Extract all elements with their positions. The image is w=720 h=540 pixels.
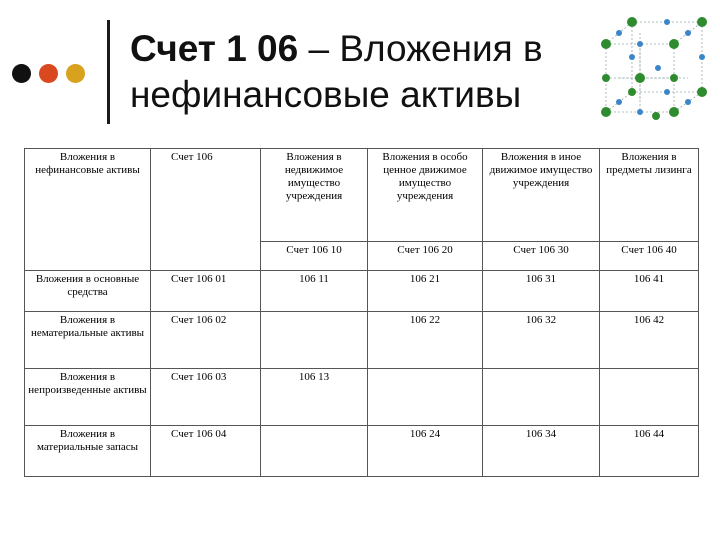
account-label: Счет 106 <box>151 149 261 271</box>
black-dot <box>12 64 31 83</box>
table-cell: 106 21 <box>368 271 483 312</box>
table-cell: 106 34 <box>483 426 600 477</box>
table-row <box>25 369 699 426</box>
crystal-lattice-icon <box>598 16 710 120</box>
table-cell: 106 41 <box>600 271 699 312</box>
table-row <box>25 312 699 369</box>
row-label: Вложения в непроизведенные активы <box>25 369 151 426</box>
header-cell: Вложения в особо ценное движимое имущество учреждения <box>368 149 483 242</box>
table-cell <box>600 369 699 426</box>
header-cell: Вложения в предметы лизинга <box>600 149 699 242</box>
table-cell <box>261 426 368 477</box>
bullet-dots <box>12 64 85 83</box>
title-rest: – Вложения в нефинансовые активы <box>130 28 543 115</box>
subaccount-cell: Счет 106 30 <box>483 242 600 271</box>
table-cell: 106 44 <box>600 426 699 477</box>
table-row <box>25 426 699 477</box>
table-cell: 106 42 <box>600 312 699 369</box>
yellow-dot <box>66 64 85 83</box>
header-cell: Вложения в иное движимое имущество учреждения <box>483 149 600 242</box>
subaccount-cell: Счет 106 20 <box>368 242 483 271</box>
table-cell <box>368 369 483 426</box>
subaccount-cell: Счет 106 40 <box>600 242 699 271</box>
table-cell: 106 22 <box>368 312 483 369</box>
row-account: Счет 106 03 <box>151 369 261 426</box>
row-label: Вложения в нематериальные активы <box>25 312 151 369</box>
title-divider <box>107 20 110 124</box>
table-cell: 106 11 <box>261 271 368 312</box>
table-cell: 106 32 <box>483 312 600 369</box>
header-cell: Вложения в недвижимое имущество учреждения <box>261 149 368 242</box>
table-cell <box>261 312 368 369</box>
title-bold: Счет 1 06 <box>130 28 299 69</box>
corner-label: Вложения в нефинансовые активы <box>25 149 151 271</box>
table-cell: 106 24 <box>368 426 483 477</box>
subaccount-cell: Счет 106 10 <box>261 242 368 271</box>
table-cell: 106 31 <box>483 271 600 312</box>
table-cell <box>483 369 600 426</box>
header-row <box>25 149 699 242</box>
row-account: Счет 106 04 <box>151 426 261 477</box>
row-account: Счет 106 02 <box>151 312 261 369</box>
row-account: Счет 106 01 <box>151 271 261 312</box>
slide-title <box>130 26 610 118</box>
orange-dot <box>39 64 58 83</box>
row-label: Вложения в материальные запасы <box>25 426 151 477</box>
table-cell: 106 13 <box>261 369 368 426</box>
accounts-table <box>24 148 699 477</box>
row-label: Вложения в основные средства <box>25 271 151 312</box>
table-row <box>25 271 699 312</box>
